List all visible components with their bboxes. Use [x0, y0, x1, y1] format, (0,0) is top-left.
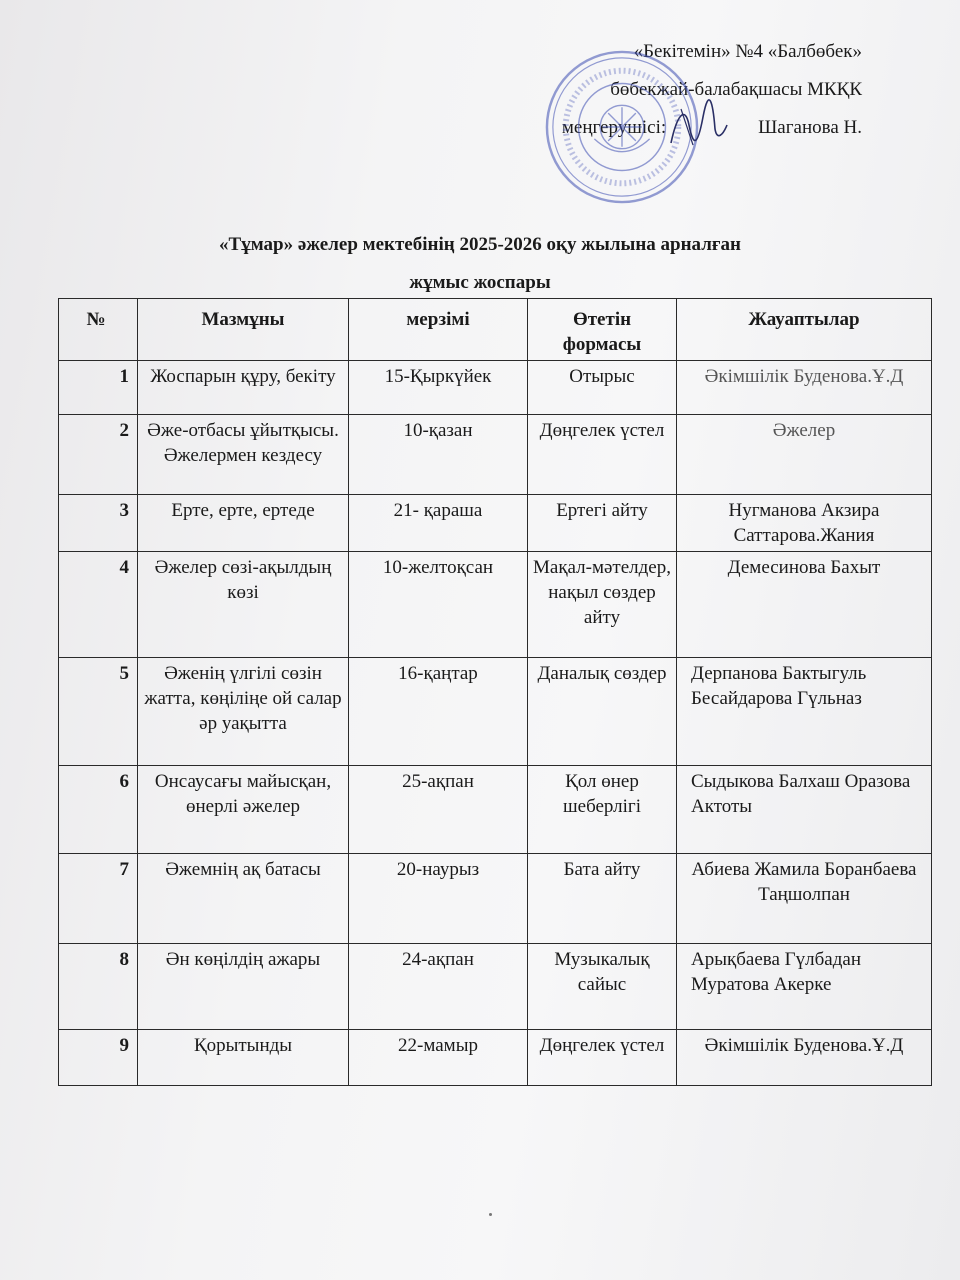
row-form: Музыкалық сайыс [528, 944, 677, 1030]
row-form: Дөңгелек үстел [528, 1030, 677, 1086]
row-form: Қол өнер шеберлігі [528, 766, 677, 854]
table-row [59, 854, 932, 944]
row-responsible: Арықбаева Гүлбадан Муратова Акерке [677, 944, 932, 1030]
table-row [59, 1030, 932, 1086]
row-content: Әже-отбасы ұйытқысы. Әжелермен кездесу [138, 415, 349, 495]
header-content: Мазмұны [138, 299, 349, 361]
row-form: Мақал-мәтелдер, нақыл сөздер айту [528, 552, 677, 658]
row-content: Ән көңілдің ажары [138, 944, 349, 1030]
row-content: Әжемнің ақ батасы [138, 854, 349, 944]
table-row [59, 361, 932, 415]
row-num: 6 [59, 766, 138, 854]
row-responsible: Нугманова Акзира Саттарова.Жания [677, 495, 932, 552]
row-responsible: Дерпанова Бактыгуль Бесайдарова Гүльназ [677, 658, 932, 766]
row-date: 22-мамыр [349, 1030, 528, 1086]
table-row [59, 944, 932, 1030]
row-date: 24-ақпан [349, 944, 528, 1030]
row-content: Онсаусағы майысқан, өнерлі әжелер [138, 766, 349, 854]
row-content: Қорытынды [138, 1030, 349, 1086]
row-form: Даналық сөздер [528, 658, 677, 766]
row-form: Дөңгелек үстел [528, 415, 677, 495]
header-num: № [59, 299, 138, 361]
title-line-1: «Тұмар» әжелер мектебінің 2025-2026 оқу жылына арналған [219, 234, 741, 255]
row-date: 10-желтоқсан [349, 552, 528, 658]
row-responsible: Әжелер [677, 415, 932, 495]
table-row [59, 495, 932, 552]
row-date: 25-ақпан [349, 766, 528, 854]
paper-speck [489, 1213, 492, 1216]
row-responsible: Сыдыкова Балхаш Оразова Актоты [677, 766, 932, 854]
table-row [59, 766, 932, 854]
row-date: 21- қараша [349, 495, 528, 552]
title-line-2: жұмыс жоспары [409, 272, 551, 293]
row-num: 3 [59, 495, 138, 552]
row-content: Әженің үлгілі сөзін жатта, көңіліңе ой салар әр уақытта [138, 658, 349, 766]
row-responsible: Демесинова Бахыт [677, 552, 932, 658]
row-num: 8 [59, 944, 138, 1030]
row-date: 16-қаңтар [349, 658, 528, 766]
row-date: 10-қазан [349, 415, 528, 495]
header-responsible: Жауаптылар [677, 299, 932, 361]
row-num: 2 [59, 415, 138, 495]
row-num: 1 [59, 361, 138, 415]
row-num: 4 [59, 552, 138, 658]
row-content: Жоспарын құру, бекіту [138, 361, 349, 415]
table-row [59, 658, 932, 766]
table-header-row [59, 299, 932, 361]
row-form: Бата айту [528, 854, 677, 944]
row-responsible: Әкімшілік Буденова.Ұ.Д [677, 361, 932, 415]
row-responsible: Әкімшілік Буденова.Ұ.Д [677, 1030, 932, 1086]
row-date: 20-наурыз [349, 854, 528, 944]
approval-role: меңгерушісі: [561, 117, 667, 138]
document-title [0, 226, 960, 302]
header-date: мерзімі [349, 299, 528, 361]
row-num: 9 [59, 1030, 138, 1086]
signature-icon [663, 95, 733, 155]
approval-line-1: «Бекітемін» №4 «Балбөбек» [633, 41, 862, 62]
approval-signer-name: Шаганова Н. [758, 117, 862, 138]
row-form: Отырыс [528, 361, 677, 415]
row-num: 7 [59, 854, 138, 944]
row-num: 5 [59, 658, 138, 766]
approval-line-2: бөбекжай-балабақшасы МКҚК [610, 79, 862, 100]
row-form: Ертегі айту [528, 495, 677, 552]
table-row [59, 415, 932, 495]
row-content: Әжелер сөзі-ақылдың көзі [138, 552, 349, 658]
header-form: Өтетін формасы [528, 299, 677, 361]
table-row [59, 552, 932, 658]
row-content: Ерте, ерте, ертеде [138, 495, 349, 552]
row-responsible: Абиева Жамила Боранбаева Таңшолпан [677, 854, 932, 944]
work-plan-table [58, 298, 932, 1086]
row-date: 15-Қыркүйек [349, 361, 528, 415]
